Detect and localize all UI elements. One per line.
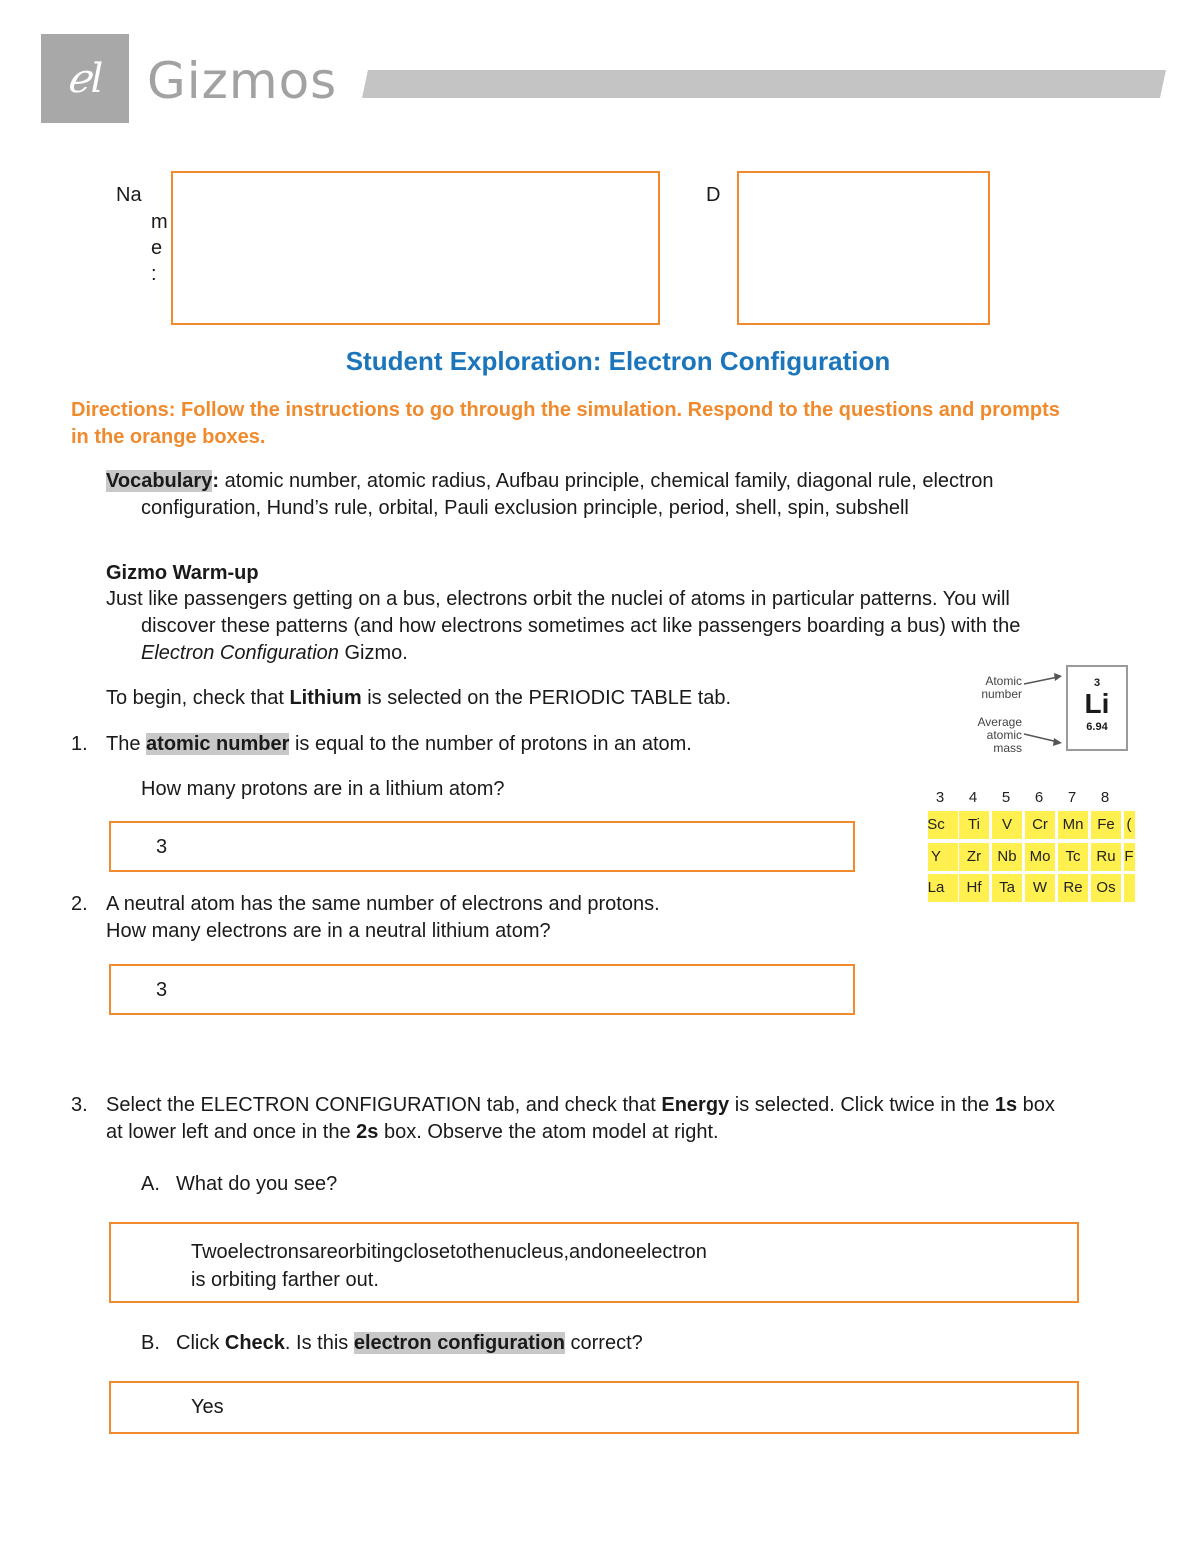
element-cell: Re [1058, 874, 1088, 902]
begin-pre: To begin, check that [106, 687, 290, 709]
name-label-1: Na [116, 184, 142, 206]
q3b-question [176, 1330, 643, 1357]
element-cell-edge: ( [1124, 811, 1135, 839]
name-label-2: m [151, 211, 168, 233]
average-mass-caption-2: atomic [986, 728, 1022, 742]
q3-l1-e: box [1017, 1094, 1055, 1116]
q3-l1-b: Energy [661, 1094, 730, 1116]
q3-l2-c: box. Observe the atom model at right. [378, 1121, 719, 1143]
element-cell: Nb [992, 843, 1022, 871]
logo-glyph: ℯl [66, 56, 104, 102]
q1-post: is equal to the number of protons in an atom. [289, 733, 692, 755]
q3b-label: B. [141, 1332, 160, 1354]
group-header: 6 [1034, 789, 1044, 806]
q3-line-2 [106, 1119, 719, 1146]
name-label-4: : [151, 263, 157, 285]
q3b-mid: . Is this [284, 1332, 354, 1354]
group-header: 5 [1001, 789, 1011, 806]
element-cell: Mo [1025, 843, 1055, 871]
average-mass-caption [960, 716, 1022, 755]
element-cell: Sc [928, 811, 958, 839]
q3-l2-b: 2s [356, 1121, 379, 1143]
average-mass-caption-1: Average [977, 715, 1022, 729]
q2-number: 2. [71, 893, 88, 915]
q3a-answer-line-2: is orbiting farther out. [191, 1269, 379, 1291]
q2-answer: 3 [156, 979, 168, 1001]
q3b-answer: Yes [191, 1396, 224, 1418]
q1-term: atomic number [146, 733, 290, 755]
q3-line-1 [106, 1092, 1166, 1119]
q3a-question: What do you see? [176, 1173, 338, 1195]
q3a-label: A. [141, 1173, 160, 1195]
element-cell: Ta [992, 874, 1022, 902]
q3-l1-c: is selected. Click twice in the [729, 1094, 995, 1116]
q1-answer: 3 [156, 836, 168, 858]
q3-l2-a: at lower left and once in the [106, 1121, 357, 1143]
atomic-number-caption-2: number [981, 687, 1022, 701]
warmup-line-1: Just like passengers getting on a bus, electrons orbit the nuclei of atoms in particular patterns. You will [106, 588, 1010, 610]
begin-bold: Lithium [289, 687, 362, 709]
name-field[interactable] [171, 171, 660, 325]
group-header: 4 [968, 789, 978, 806]
date-field[interactable] [737, 171, 990, 325]
group-header: 3 [935, 789, 945, 806]
element-cell: Os [1091, 874, 1121, 902]
q3-l1-d: 1s [994, 1094, 1018, 1116]
q1-answer-box[interactable] [109, 821, 855, 872]
header-bar [362, 70, 1166, 98]
q3-number: 3. [71, 1094, 88, 1116]
lithium-element-card [1066, 665, 1128, 751]
group-header: 8 [1100, 789, 1110, 806]
warmup-line-3 [141, 640, 1141, 667]
element-number: 3 [1093, 677, 1101, 689]
q2-answer-box[interactable] [109, 964, 855, 1015]
q3b-post: correct? [564, 1332, 643, 1354]
directions: Directions: Follow the instructions to go through the simulation. Respond to the questions and prompts in the orange boxes. [71, 399, 1060, 448]
element-cell-edge [1124, 874, 1135, 902]
element-cell: Ti [959, 811, 989, 839]
q3-l1-a: Select the ELECTRON CONFIGURATION tab, and check that [106, 1094, 662, 1116]
page-title: Student Exploration: Electron Configuration [345, 346, 891, 376]
element-cell: Cr [1025, 811, 1055, 839]
vocabulary-colon: : [212, 470, 220, 492]
element-cell: Zr [959, 843, 989, 871]
atomic-number-caption [960, 675, 1022, 701]
element-cell: V [992, 811, 1022, 839]
atomic-number-caption-1: Atomic [985, 674, 1022, 688]
el-logo-icon [41, 34, 129, 123]
element-cell: La [928, 874, 958, 902]
pointer-arrows-icon [1022, 670, 1068, 750]
element-cell: Fe [1091, 811, 1121, 839]
element-cell: Tc [1058, 843, 1088, 871]
q1-question: How many protons are in a lithium atom? [141, 778, 505, 800]
average-mass-caption-3: mass [993, 741, 1022, 755]
element-cell: W [1025, 874, 1055, 902]
q3b-pre: Click [176, 1332, 225, 1354]
vocabulary-terms-1: atomic number, atomic radius, Aufbau principle, chemical family, diagonal rule, electron [219, 470, 994, 492]
begin-post: is selected on the PERIODIC TABLE tab. [361, 687, 732, 709]
q3b-bold: Check [224, 1332, 285, 1354]
group-header: 7 [1067, 789, 1077, 806]
element-cell: Y [928, 843, 958, 871]
periodic-table-excerpt [925, 786, 1135, 908]
gizmo-name: Electron Configuration [141, 642, 339, 664]
warmup-line-3-rest: Gizmo. [338, 642, 408, 664]
begin-instruction [106, 685, 731, 712]
q3a-answer-box[interactable] [109, 1222, 1079, 1303]
element-cell: Mn [1058, 811, 1088, 839]
q3b-answer-box[interactable] [109, 1381, 1079, 1434]
q3a-answer-line-1: Twoelectronsareorbitingclosetothenucleus,andoneelectron [191, 1241, 707, 1263]
q1-number: 1. [71, 733, 88, 755]
brand-name: Gizmos [147, 52, 338, 110]
element-cell-edge: F [1124, 843, 1135, 871]
vocabulary-label: Vocabulary [106, 470, 213, 492]
element-cell: Ru [1091, 843, 1121, 871]
q1-statement [106, 731, 692, 758]
q2-line-1: A neutral atom has the same number of electrons and protons. [106, 893, 660, 915]
date-label: D [706, 184, 721, 206]
name-label-3: e [151, 237, 163, 259]
element-mass: 6.94 [1086, 721, 1108, 733]
q2-line-2: How many electrons are in a neutral lithium atom? [106, 920, 551, 942]
element-cell: Hf [959, 874, 989, 902]
q1-pre: The [106, 733, 147, 755]
element-symbol: Li [1084, 688, 1110, 719]
warmup-line-2: discover these patterns (and how electrons sometimes act like passengers boarding a bus) with the [141, 615, 1021, 637]
vocabulary-terms-2: configuration, Hund’s rule, orbital, Pauli exclusion principle, period, shell, spin, subshell [141, 497, 909, 519]
q3b-term: electron configuration [353, 1332, 565, 1354]
warmup-heading: Gizmo Warm-up [106, 562, 259, 584]
q3a-answer [191, 1238, 707, 1294]
vocabulary-line-1 [106, 468, 1106, 495]
el-logo [41, 34, 129, 123]
